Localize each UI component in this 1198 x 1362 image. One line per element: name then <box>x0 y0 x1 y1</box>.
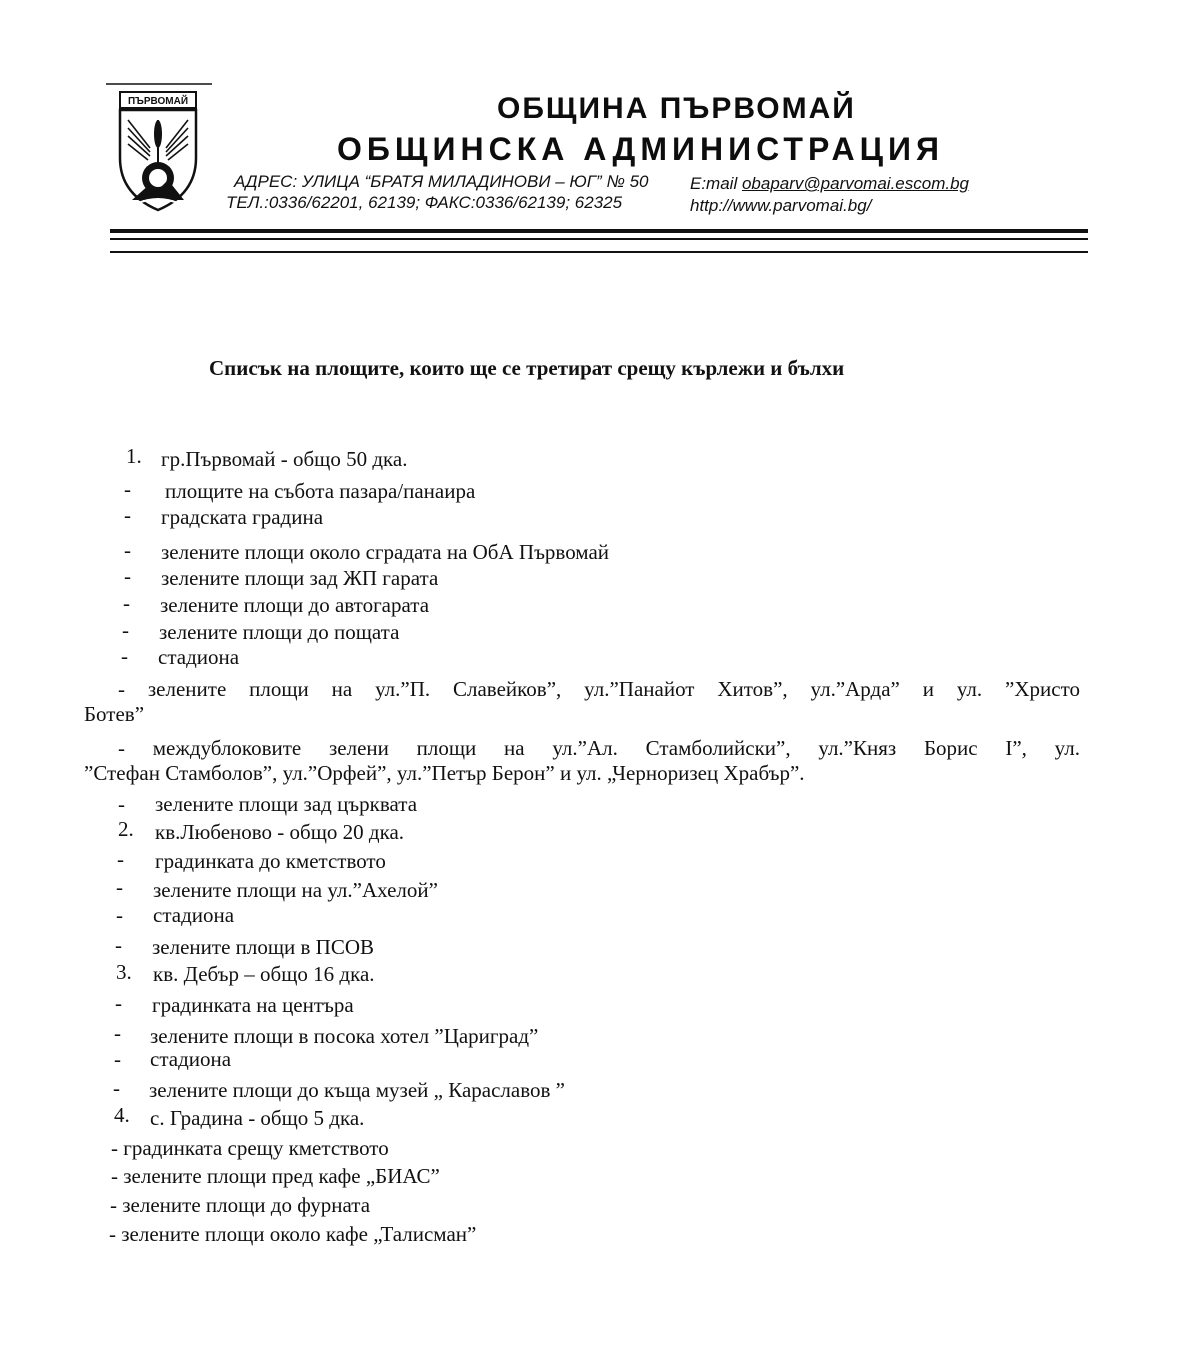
bullet-dash: - <box>124 538 131 562</box>
email-link[interactable]: obaparv@parvomai.escom.bg <box>741 174 970 193</box>
list-item: - градинката срещу кметството <box>111 1136 389 1160</box>
paragraph-item <box>84 736 1080 786</box>
list-item: зелените площи до пощата <box>159 620 400 644</box>
bullet-dash: - <box>124 503 131 527</box>
list-item: зелените площи около сградата на ОбА Първомай <box>161 540 610 564</box>
list-item: градската градина <box>161 505 324 529</box>
bullet-dash: - <box>121 644 128 668</box>
bullet-dash: - <box>122 618 129 642</box>
address-line: АДРЕС: УЛИЦА “БРАТЯ МИЛАДИНОВИ – ЮГ” № 50 <box>234 172 649 191</box>
list-item: стадиона <box>153 903 235 927</box>
paragraph-line: - междублоковите зелени площи на ул.”Ал. Стамболийски”, ул.”Княз Борис I”, ул. <box>118 736 1080 760</box>
paragraph-line: - зелените площи на ул.”П. Славейков”, ул.”Панайот Хитов”, ул.”Арда” и ул. ”Христо <box>118 677 1080 701</box>
section-heading: кв. Дебър – общо 16 дка. <box>153 962 375 986</box>
email-line <box>690 174 969 194</box>
section-number: 3. <box>116 960 132 984</box>
bullet-dash: - <box>124 477 131 501</box>
phone-fax-line: ТЕЛ.:0336/62201, 62139; ФАКС:0336/62139; 62325 <box>226 193 623 212</box>
list-item: зелените площи в ПСОВ <box>152 935 375 959</box>
list-item: зелените площи до къща музей „ Караславов ” <box>149 1078 565 1102</box>
header-rule-thick <box>110 229 1088 233</box>
section-heading: с. Градина - общо 5 дка. <box>150 1106 365 1130</box>
administration-name: ОБЩИНСКА АДМИНИСТРАЦИЯ <box>337 131 944 167</box>
list-item: зелените площи до автогарата <box>160 593 430 617</box>
email-label: E:mail <box>690 174 742 193</box>
list-item: стадиона <box>158 645 240 669</box>
list-item: - зелените площи около кафе „Талисман” <box>109 1222 477 1246</box>
list-item: стадиона <box>150 1047 232 1071</box>
bullet-dash: - <box>114 1021 121 1045</box>
paragraph-item <box>84 677 1080 727</box>
header-rule-bottom <box>110 251 1088 253</box>
section-heading: кв.Любеново - общо 20 дка. <box>155 820 405 844</box>
section-heading: гр.Първомай - общо 50 дка. <box>161 447 408 471</box>
section-number: 1. <box>126 444 142 468</box>
bullet-dash: - <box>115 991 122 1015</box>
bullet-dash: - <box>118 792 125 816</box>
website-link[interactable]: http://www.parvomai.bg/ <box>690 196 872 215</box>
header-rule <box>110 238 1088 240</box>
list-item: зелените площи зад църквата <box>155 792 418 816</box>
list-item: площите на събота пазара/панаира <box>165 479 476 503</box>
list-item: градинката до кметството <box>155 849 386 873</box>
bullet-dash: - <box>117 847 124 871</box>
list-item: зелените площи в посока хотел ”Цариград” <box>150 1024 539 1048</box>
list-item: зелените площи на ул.”Ахелой” <box>153 878 438 902</box>
list-item: зелените площи зад ЖП гарата <box>161 566 439 590</box>
bullet-dash: - <box>123 591 130 615</box>
paragraph-line: Ботев” <box>84 702 145 726</box>
document-title: Списък на площите, които ще се третират срещу кърлежи и бълхи <box>209 356 845 380</box>
bullet-dash: - <box>115 933 122 957</box>
bullet-dash: - <box>114 1047 121 1071</box>
list-item: - зелените площи пред кафе „БИАС” <box>111 1164 440 1188</box>
section-number: 2. <box>118 817 134 841</box>
crest-label: ПЪРВОМАЙ <box>127 96 189 107</box>
section-number: 4. <box>114 1103 130 1127</box>
list-item: - зелените площи до фурната <box>110 1193 371 1217</box>
list-item: градинката на центъра <box>152 993 354 1017</box>
bullet-dash: - <box>113 1076 120 1100</box>
bullet-dash: - <box>116 875 123 899</box>
paragraph-line: ”Стефан Стамболов”, ул.”Орфей”, ул.”Петър Берон” и ул. „Черноризец Храбър”. <box>84 761 805 785</box>
municipality-name: ОБЩИНА ПЪРВОМАЙ <box>497 92 856 125</box>
bullet-dash: - <box>124 564 131 588</box>
bullet-dash: - <box>116 903 123 927</box>
municipality-crest <box>106 82 212 214</box>
